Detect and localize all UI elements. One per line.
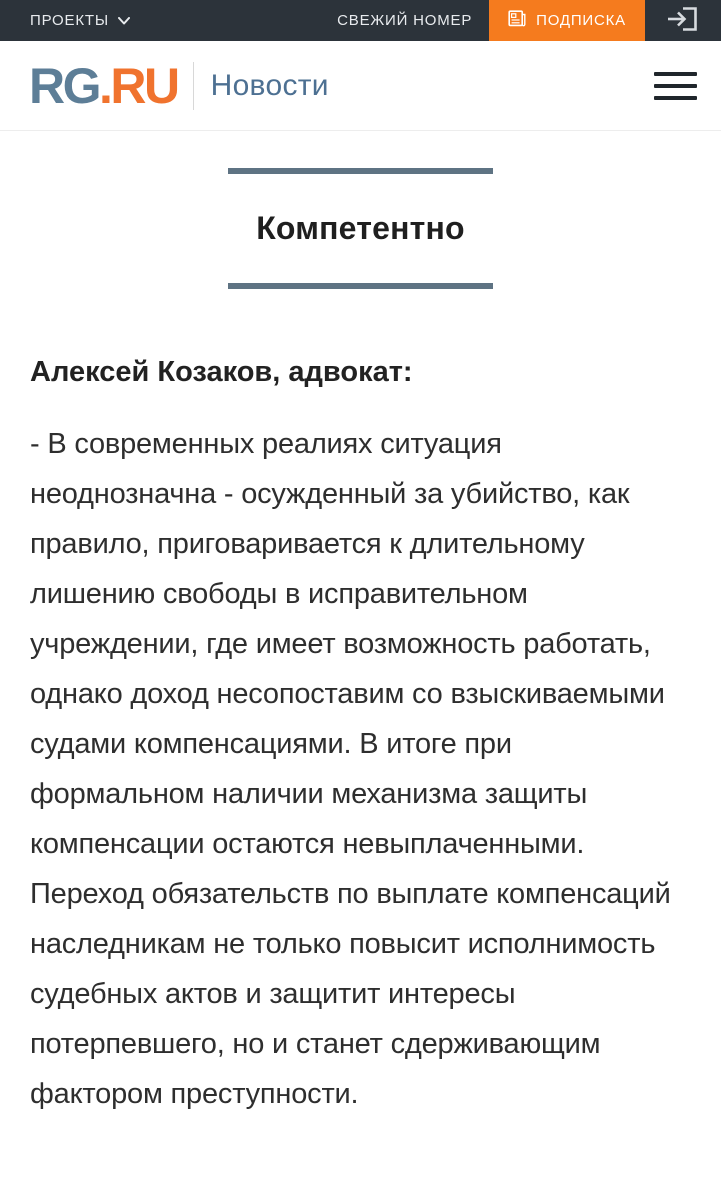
logo-ru-part: .RU (99, 57, 178, 114)
rubric-divider-top (228, 168, 493, 174)
expert-name-line: Алексей Козаков, адвокат: (30, 356, 413, 388)
subscribe-button-label: ПОДПИСКА (536, 12, 626, 29)
logo-rgru[interactable] (29, 57, 178, 114)
site-header (0, 41, 721, 131)
sign-in-arrow-icon (666, 6, 700, 36)
rubric-divider-bottom (228, 283, 493, 289)
fresh-issue-label: СВЕЖИЙ НОМЕР (337, 12, 473, 29)
hamburger-bar (654, 72, 697, 76)
rubric-block (30, 168, 691, 289)
fresh-issue-link[interactable] (337, 0, 489, 41)
hamburger-bar (654, 96, 697, 100)
projects-menu-label: ПРОЕКТЫ (30, 12, 109, 29)
article-content (0, 168, 721, 1119)
hamburger-menu-icon[interactable] (654, 68, 697, 104)
hamburger-bar (654, 84, 697, 88)
projects-menu[interactable] (0, 0, 130, 41)
logo-rg-part: RG (29, 57, 99, 114)
subscribe-button[interactable] (489, 0, 645, 41)
section-title-news[interactable]: Новости (210, 68, 329, 102)
rubric-title: Компетентно (256, 210, 465, 246)
newspaper-icon (508, 10, 527, 31)
article-paragraph: - В современных реалиях ситуация неоднозначна - осужденный за убийство, как правило, приговаривается к длительному лишению свободы в исправительном учреждении, где имеет возможность работать, однако доход несопоставим со взыскиваемыми судами компенсациями. В итоге при формальном наличии механизма защиты компенсации остаются невыплаченными. Переход обязательств по выплате компенсаций наследникам не только повысит исполнимость судебных актов и защитит интересы потерпевшего, но и станет сдерживающим фактором преступности. (30, 428, 671, 1111)
top-navigation-bar (0, 0, 721, 41)
chevron-down-icon (118, 17, 130, 25)
logo-divider (193, 62, 194, 110)
login-button[interactable] (645, 0, 721, 41)
topbar-spacer (130, 0, 337, 41)
